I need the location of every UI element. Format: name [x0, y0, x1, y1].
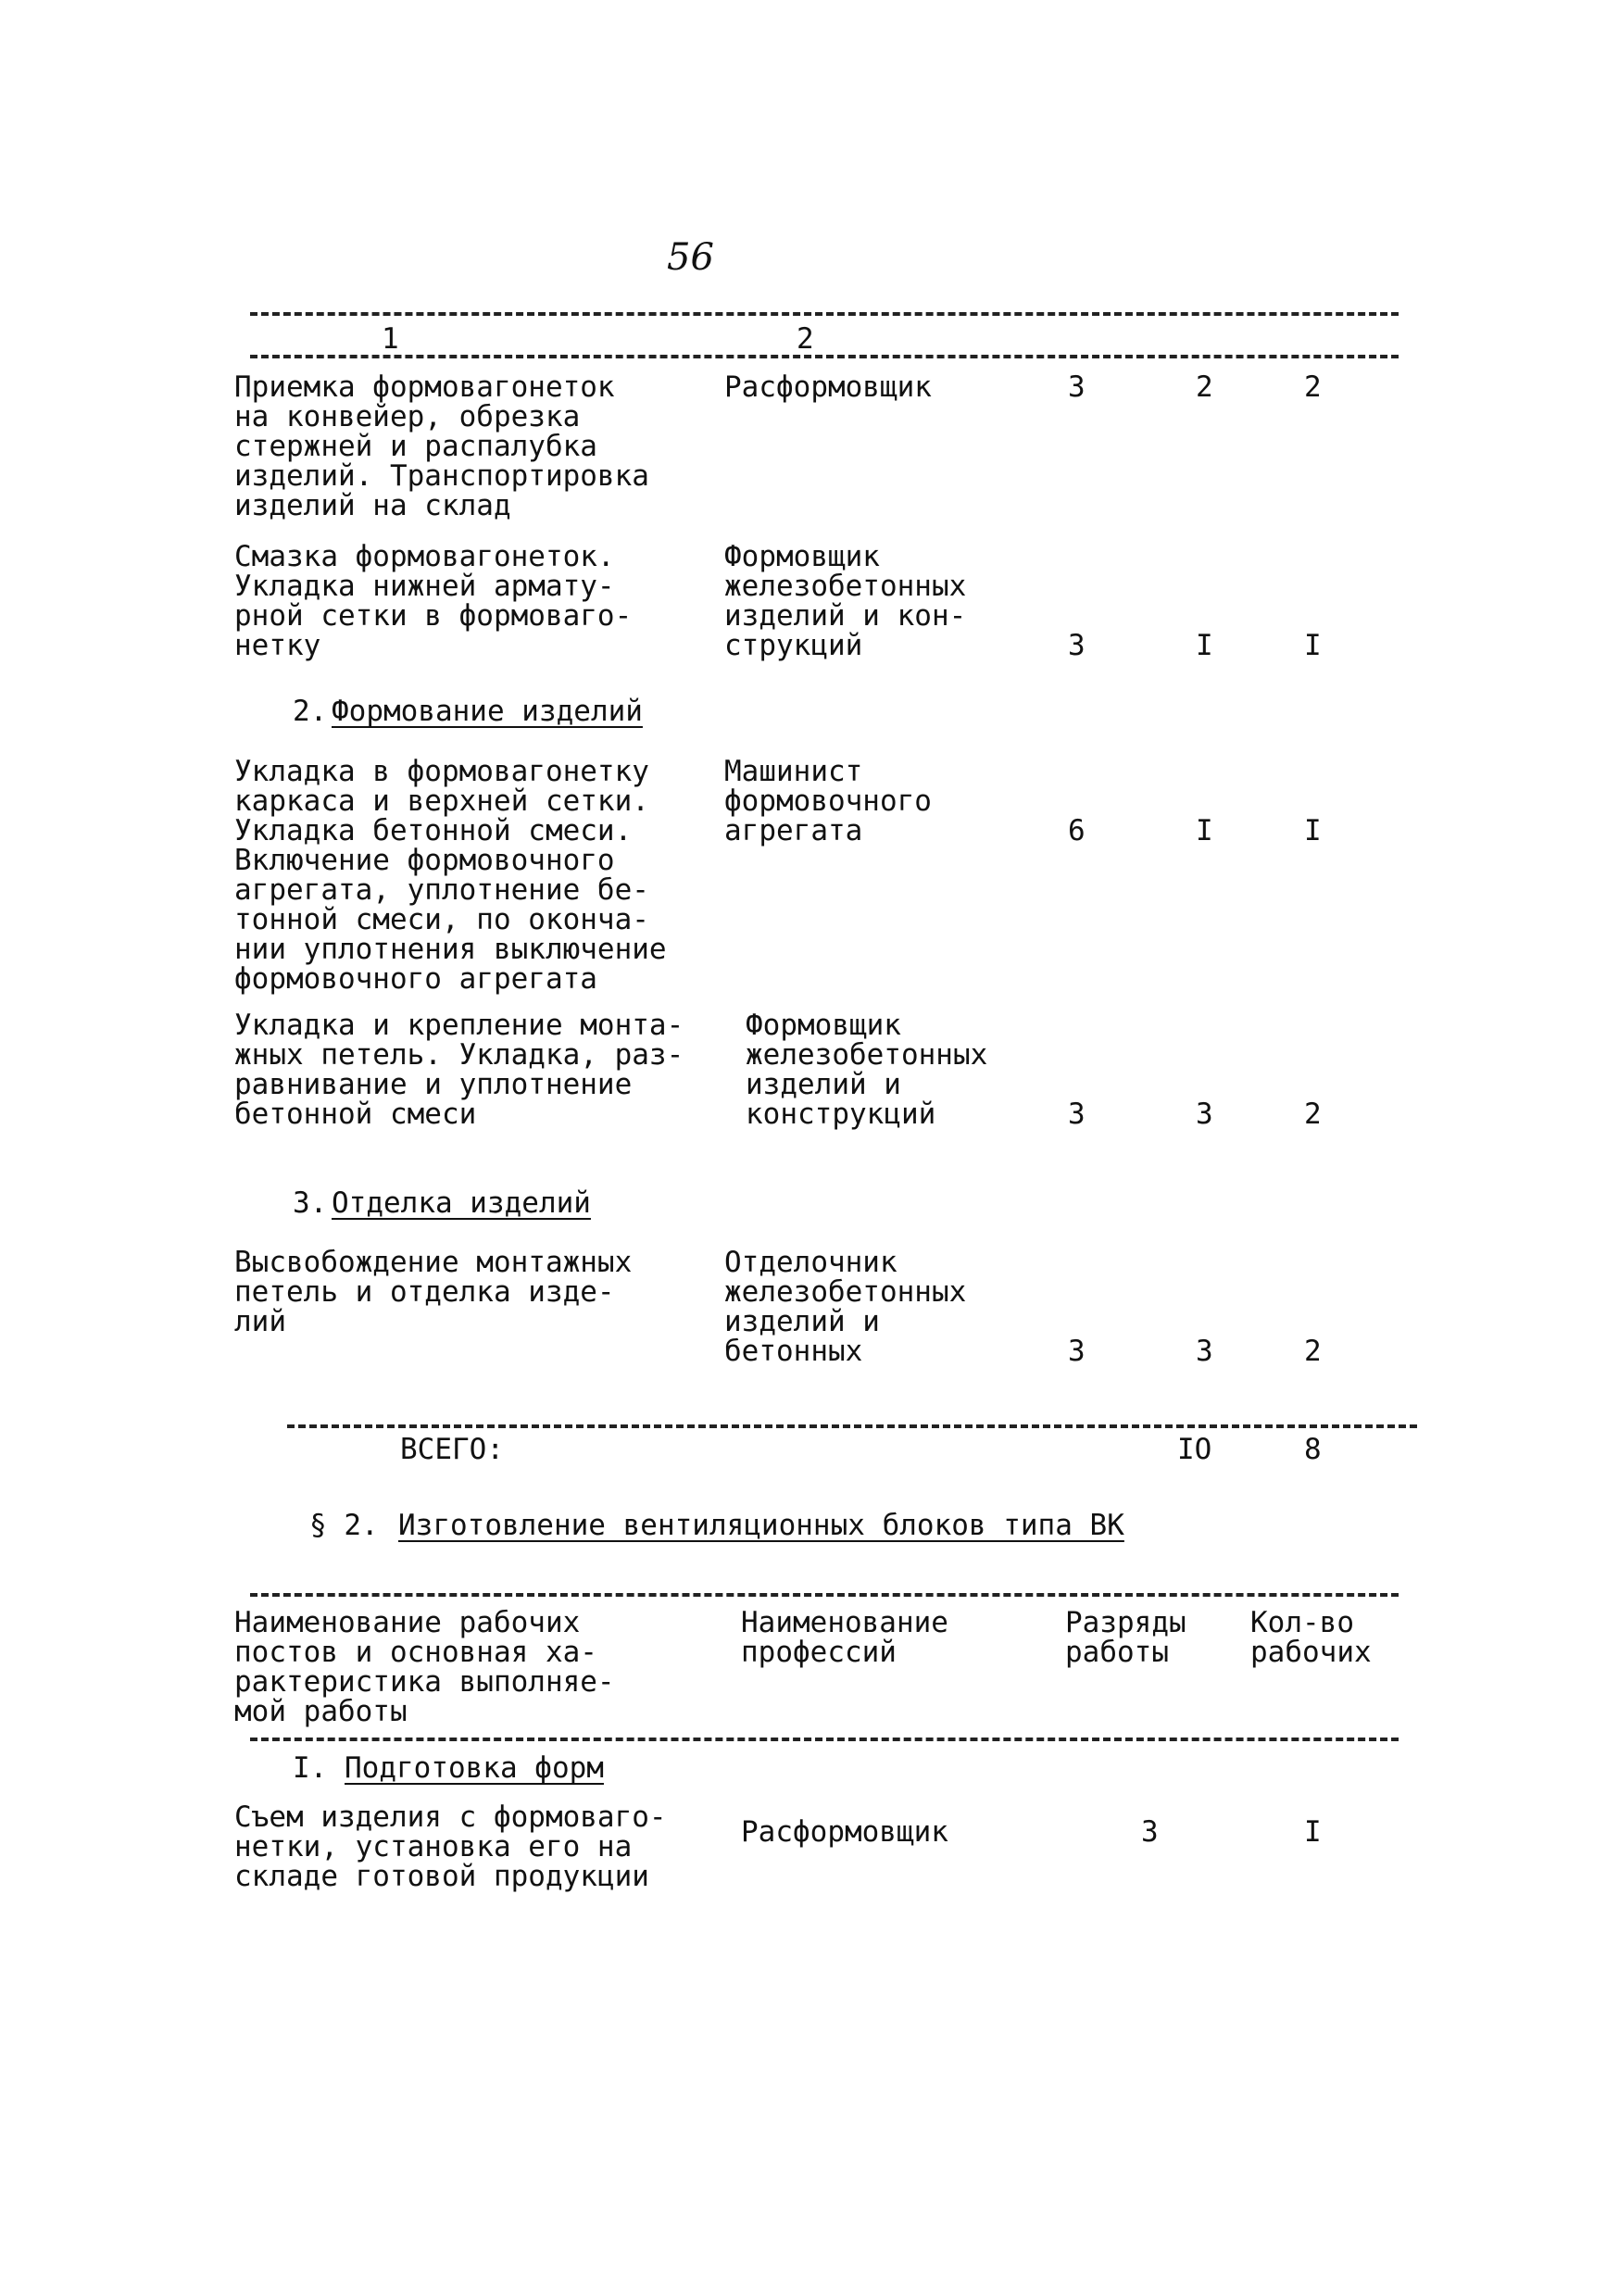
row3-profession: Машинист формовочного агрегата — [724, 755, 932, 847]
row4-profession: Формовщик железобетонных изделий и конструкций — [746, 1009, 988, 1131]
table2-section-1-title: Подготовка форм — [345, 1751, 604, 1785]
total-count1: IO — [1177, 1433, 1212, 1466]
row1-count2: 2 — [1304, 370, 1322, 404]
row4-work: Укладка и крепление монта- жных петель. Укладка, раз- равнивание и уплотнение бетонной смеси — [234, 1009, 684, 1131]
row5-grade: 3 — [1068, 1335, 1086, 1368]
row5-count2: 2 — [1304, 1335, 1322, 1368]
table2-row-count: I — [1304, 1815, 1322, 1849]
total-count2: 8 — [1304, 1433, 1322, 1466]
divider — [250, 1738, 1399, 1741]
row2-count1: I — [1196, 629, 1213, 662]
table2-row-profession: Расформовщик — [741, 1815, 948, 1849]
row1-work: Приемка формовагонеток на конвейер, обрезка стержней и распалубка изделий. Транспортировка изделий на склад — [234, 370, 649, 522]
section-title: Изготовление вентиляционных блоков типа ВК — [398, 1509, 1124, 1542]
row1-count1: 2 — [1196, 370, 1213, 404]
table2-row-grade: 3 — [1141, 1815, 1159, 1849]
header-work: Наименование рабочих постов и основная ха- рактеристика выполняе- мой работы — [234, 1606, 615, 1728]
row1-grade: 3 — [1068, 370, 1086, 404]
section-2-title: Формование изделий — [332, 695, 643, 728]
row3-count1: I — [1196, 814, 1213, 847]
row2-grade: 3 — [1068, 629, 1086, 662]
header-profession: Наименование профессий — [741, 1606, 948, 1669]
divider — [287, 1424, 1417, 1428]
section-3-title: Отделка изделий — [332, 1186, 591, 1220]
row3-count2: I — [1304, 814, 1322, 847]
row4-grade: 3 — [1068, 1098, 1086, 1131]
row1-profession: Расформовщик — [724, 370, 932, 404]
divider — [250, 312, 1399, 316]
table2-section-1-number: I. — [293, 1751, 328, 1785]
header-grade: Разряды работы — [1065, 1606, 1186, 1669]
page-number: 56 — [667, 236, 714, 279]
column-number-1: 1 — [382, 322, 399, 356]
row2-work: Смазка формовагонеток. Укладка нижней армату- рной сетки в формоваго- нетку — [234, 540, 633, 662]
divider — [250, 355, 1399, 358]
section-number: § 2. — [309, 1509, 379, 1542]
column-number-2: 2 — [797, 322, 814, 356]
total-label: ВСЕГО: — [400, 1433, 504, 1466]
row4-count2: 2 — [1304, 1098, 1322, 1131]
section-2-number: 2. — [293, 695, 328, 728]
row5-count1: 3 — [1196, 1335, 1213, 1368]
row2-profession: Формовщик железобетонных изделий и кон- струкций — [724, 540, 967, 662]
row3-grade: 6 — [1068, 814, 1086, 847]
row2-count2: I — [1304, 629, 1322, 662]
section-3-number: 3. — [293, 1186, 328, 1220]
row3-work: Укладка в формовагонетку каркаса и верхней сетки. Укладка бетонной смеси. Включение формовочного агрегата, уплотнение бе- тонной смеси, по оконча- нии уплотнения выключение формовочного агрегата — [234, 755, 667, 996]
row5-work: Высвобождение монтажных петель и отделка изде- лий — [234, 1246, 633, 1338]
divider — [250, 1593, 1399, 1597]
row4-count1: 3 — [1196, 1098, 1213, 1131]
header-count: Кол-во рабочих — [1250, 1606, 1372, 1669]
table2-row-work: Съем изделия с формоваго- нетки, установка его на складе готовой продукции — [234, 1800, 667, 1893]
row5-profession: Отделочник железобетонных изделий и бетонных — [724, 1246, 967, 1368]
